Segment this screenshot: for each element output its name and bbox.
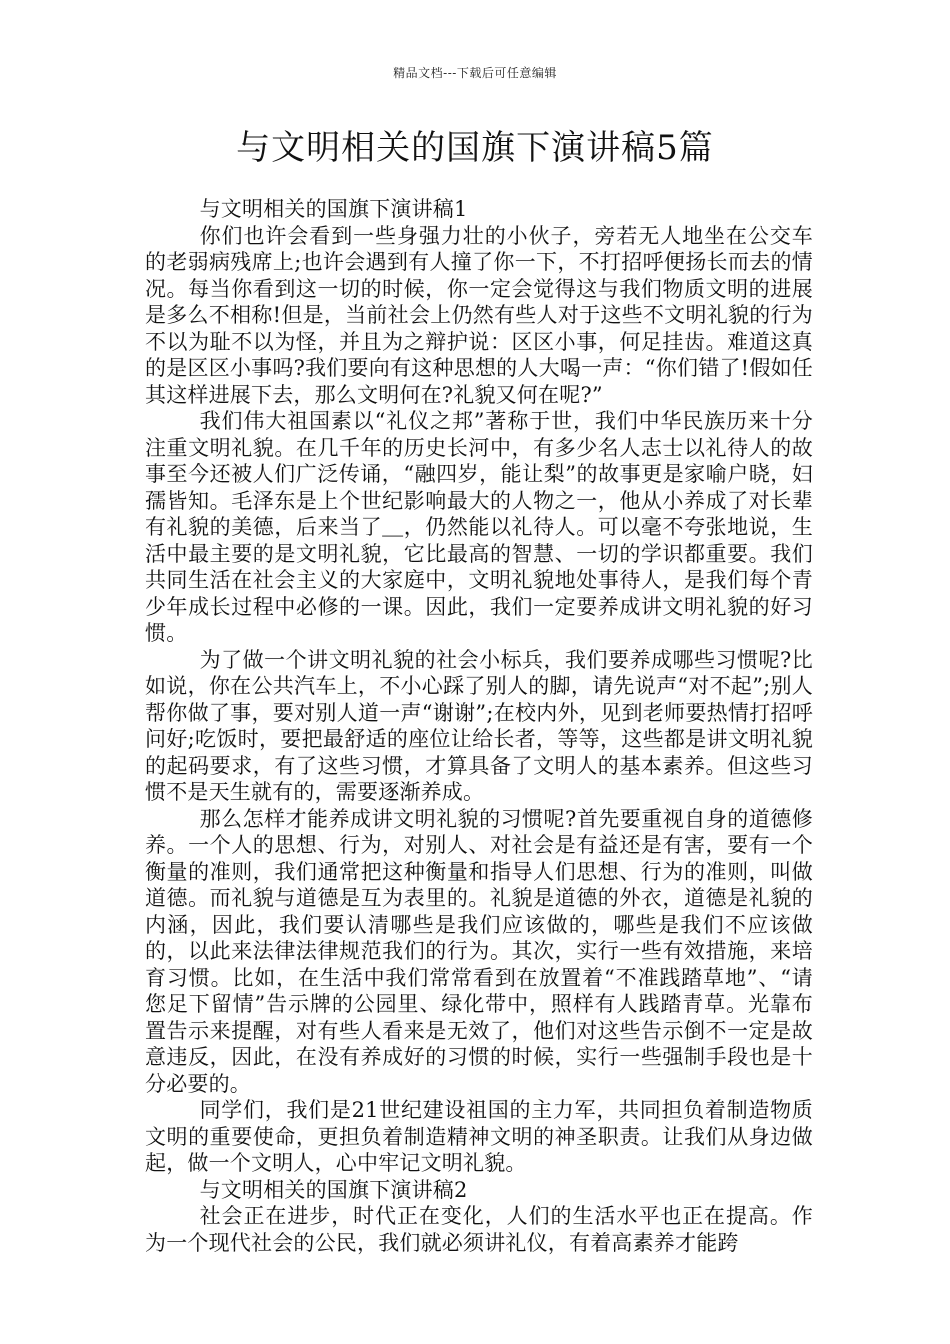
header-note: 精品文档---下载后可任意编辑 xyxy=(393,66,557,80)
document-title: 与文明相关的国旗下演讲稿5篇 xyxy=(236,128,714,168)
section-heading: 与文明相关的国旗下演讲稿2 xyxy=(199,1177,468,1202)
section-heading: 与文明相关的国旗下演讲稿1 xyxy=(199,197,468,221)
body-paragraph: 那么怎样才能养成讲文明礼貌的习惯呢?首先要重视自身的道德修养。一个人的思想、行为，对别人、对社会是有益还是有害，要有一个衡量的准则，我们通常把这种衡量和指导人们思想、行为的准则，叫做道德。而礼貌与道德是互为表里的。礼貌是道德的外衣，道德是礼貌的内涵，因此，我们要认清哪些是我们应该做的，哪些是我们不应该做的，以此来法律法律规范我们的行为。其次，实行一些有效措施，来培育习惯。比如，在生活中我们常常看到在放置着“不准践踏草地”、“请您足下留情”告示牌的公园里、绿化带中，照样有人践踏青草。光靠布置告示来提醒，对有些人看来是无效了，他们对这些告示倒不一定是故意违反，因此，在没有养成好的习惯的时候，实行一些强制手段也是十分必要的。 xyxy=(145,806,813,1096)
body-paragraph: 社会正在进步，时代正在变化，人们的生活水平也正在提高。作为一个现代社会的公民，我们就必须讲礼仪，有着高素养才能跨 xyxy=(145,1204,813,1255)
document-body xyxy=(145,196,813,1256)
body-paragraph: 为了做一个讲文明礼貌的社会小标兵，我们要养成哪些习惯呢?比如说，你在公共汽车上，不小心踩了别人的脚，请先说声“对不起”;别人帮你做了事，要对别人道一声“谢谢”;在校内外，见到老师要热情打招呼问好;吃饭时，要把最舒适的座位让给长者，等等，这些都是讲文明礼貌的起码要求，有了这些习惯，才算具备了文明人的基本素养。但这些习惯不是天生就有的，需要逐渐养成。 xyxy=(145,647,813,804)
body-paragraph: 同学们，我们是21世纪建设祖国的主力军，共同担负着制造物质文明的重要使命，更担负着制造精神文明的神圣职责。让我们从身边做起，做一个文明人，心中牢记文明礼貌。 xyxy=(145,1098,813,1175)
body-paragraph: 我们伟大祖国素以“礼仪之邦”著称于世，我们中华民族历来十分注重文明礼貌。在几千年的历史长河中，有多少名人志士以礼待人的故事至今还被人们广泛传诵，“融四岁，能让梨”的故事更是家喻户晓，妇孺皆知。毛泽东是上个世纪影响最大的人物之一，他从小养成了对长辈有礼貌的美德，后来当了＿，仍然能以礼待人。可以毫不夸张地说，生活中最主要的是文明礼貌，它比最高的智慧、一切的学识都重要。我们共同生活在社会主义的大家庭中，文明礼貌地处事待人，是我们每个青少年成长过程中必修的一课。因此，我们一定要养成讲文明礼貌的好习惯。 xyxy=(145,409,813,645)
body-paragraph: 你们也许会看到一些身强力壮的小伙子，旁若无人地坐在公交车的老弱病残席上;也许会遇到有人撞了你一下，不打招呼便扬长而去的情况。每当你看到这一切的时候，你一定会觉得这与我们物质文明的进展是多么不相称!但是，当前社会上仍然有些人对于这些不文明礼貌的行为不以为耻不以为怪，并且为之辩护说：区区小事，何足挂齿。难道这真的是区区小事吗?我们要向有这种思想的人大喝一声：“你们错了!假如任其这样进展下去，那么文明何在?礼貌又何在呢?” xyxy=(145,223,813,407)
